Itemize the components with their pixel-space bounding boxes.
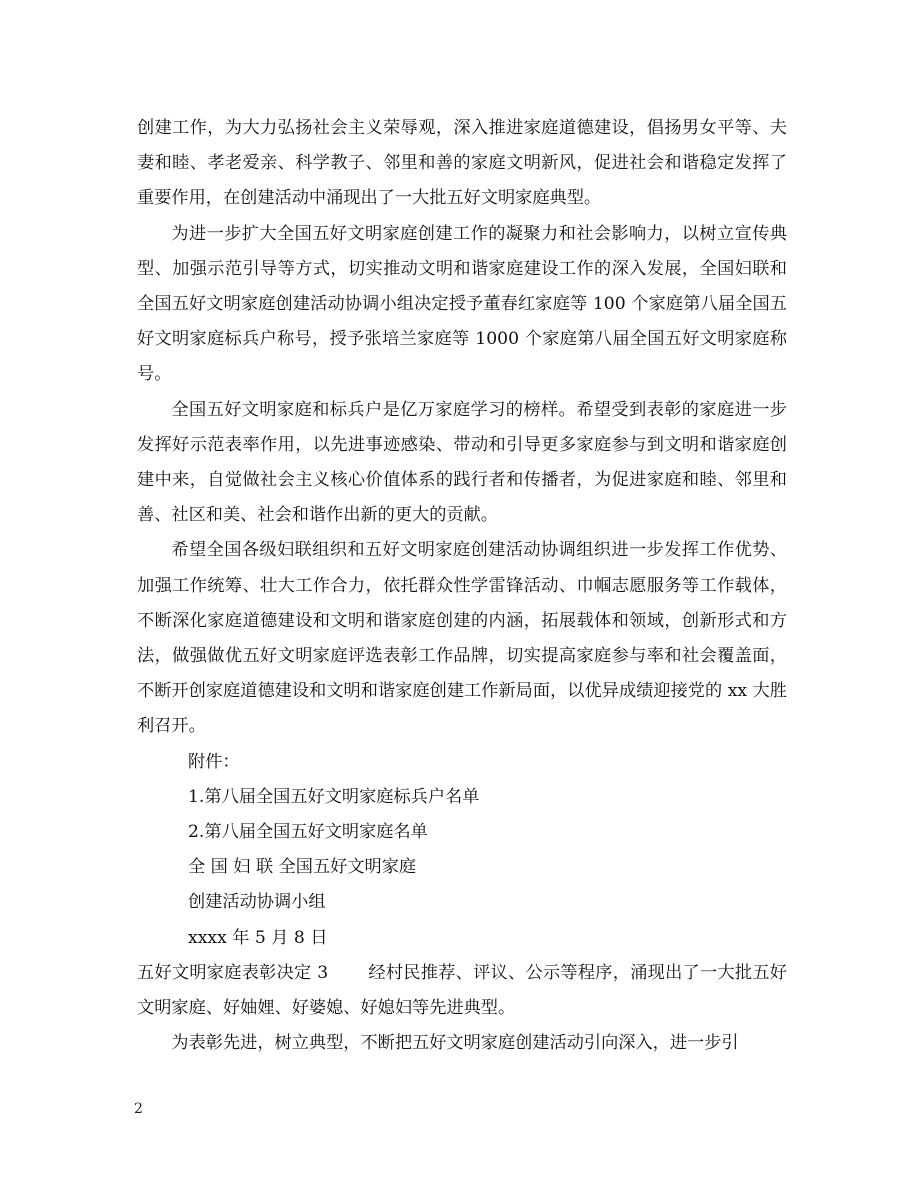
paragraph-closing: 为表彰先进，树立典型，不断把五好文明家庭创建活动引向深入，进一步引 bbox=[171, 1033, 739, 1054]
section-3-paragraph bbox=[137, 956, 787, 1026]
attachments-label: 附件： bbox=[188, 751, 240, 772]
paragraph-call-to-action: 希望全国各级妇联组织和五好文明家庭创建活动协调组织进一步发挥工作优势、加强工作统筹、壮大工作合力，依托群众性学雷锋活动、巾帼志愿服务等工作载体，不断深化家庭道德建设和文明和谐家庭创建的内涵，拓展载体和领域，创新形式和方法，做强做优五好文明家庭评选表彰工作品牌，切实提高家庭参与率和社会覆盖面，不断开创家庭道德建设和文明和谐家庭创建工作新局面，以优异成绩迎接党的 xx 大胜利召开。 bbox=[137, 540, 787, 737]
attachment-item-2: 2.第八届全国五好文明家庭名单 bbox=[188, 822, 428, 843]
document-body bbox=[137, 111, 787, 1061]
signature-line-1: 全 国 妇 联 全国五好文明家庭 bbox=[188, 857, 417, 878]
document-date: xxxx 年 5 月 8 日 bbox=[188, 927, 328, 948]
page-number: 2 bbox=[134, 1101, 143, 1117]
paragraph-role-models: 全国五好文明家庭和标兵户是亿万家庭学习的榜样。希望受到表彰的家庭进一步发挥好示范表率作用，以先进事迹感染、带动和引导更多家庭参与到文明和谐家庭创建中来，自觉做社会主义核心价值体系的践行者和传播者，为促进家庭和睦、邻里和善、社区和美、社会和谐作出新的更大的贡献。 bbox=[137, 399, 787, 526]
attachment-item-1: 1.第八届全国五好文明家庭标兵户名单 bbox=[188, 786, 480, 807]
paragraph-award-decision: 为进一步扩大全国五好文明家庭创建工作的凝聚力和社会影响力，以树立宣传典型、加强示范引导等方式，切实推动文明和谐家庭建设工作的深入发展，全国妇联和全国五好文明家庭创建活动协调小组决定授予董春红家庭等 100 个家庭第八届全国五好文明家庭标兵户称号，授予张培兰家庭等 1000 个家庭第八届全国五好文明家庭称号。 bbox=[137, 223, 787, 385]
paragraph-intro-continuation: 创建工作，为大力弘扬社会主义荣辱观，深入推进家庭道德建设，倡扬男女平等、夫妻和睦、孝老爱亲、科学教子、邻里和善的家庭文明新风，促进社会和谐稳定发挥了重要作用，在创建活动中涌现出了一大批五好文明家庭典型。 bbox=[137, 118, 787, 209]
section-heading: 五好文明家庭表彰决定 3 bbox=[137, 962, 329, 983]
signature-line-2: 创建活动协调小组 bbox=[188, 892, 326, 913]
section-text: 经村民推荐、评议、公示等程序，涌现出了一大批五好文明家庭、好妯娌、好婆媳、好媳妇等先进典型。 bbox=[137, 962, 787, 1019]
